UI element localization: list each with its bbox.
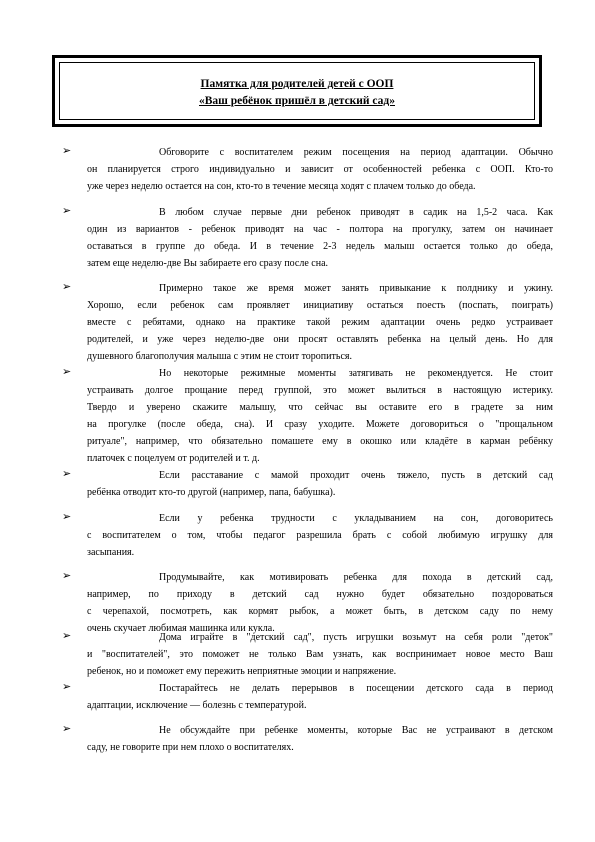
paragraph-line: он планируется строго индивидуально и зависит от особенностей ребенка с ООП. Кто-то xyxy=(87,164,553,175)
paragraph-line: Твердо и уверено скажите малышу, что сейчас вы оставите его в градете за ним xyxy=(87,402,553,413)
paragraph-line: один из вариантов - ребенок приводят на час - полтора на прогулку, затем он начинает xyxy=(87,224,553,235)
paragraph-line: Хорошо, если ребенок сам проявляет инициативу остаться поесть (поспать, поиграть) xyxy=(87,300,553,311)
advice-paragraph xyxy=(87,569,553,637)
advice-paragraph xyxy=(87,365,553,467)
bullet-arrow-icon: ➢ xyxy=(62,510,72,523)
bullet-arrow-icon: ➢ xyxy=(62,144,72,157)
paragraph-line: Обговорите с воспитателем режим посещения на период адаптации. Обычно xyxy=(159,147,553,158)
advice-paragraph xyxy=(87,722,553,756)
paragraph-line: В любом случае первые дни ребенок приводят в садик на 1,5-2 часа. Как xyxy=(159,207,553,218)
bullet-arrow-icon: ➢ xyxy=(62,467,72,480)
paragraph-line: затем еще неделю-две Вы забираете его сразу после сна. xyxy=(87,258,329,269)
paragraph-line: засыпания. xyxy=(87,547,135,558)
bullet-arrow-icon: ➢ xyxy=(62,280,72,293)
paragraph-line: вместе с ребятами, однако на практике такой режим адаптации очень редко устраивает xyxy=(87,317,553,328)
paragraph-line: уже через неделю остается на сон, кто-то в течение месяца ходят с плачем только до обеда. xyxy=(87,181,476,192)
advice-paragraph xyxy=(87,467,553,501)
paragraph-line: с воспитателем о том, чтобы педагог разрешила брать с собой любимую игрушку для xyxy=(87,530,553,541)
advice-paragraph xyxy=(87,629,553,680)
bullet-arrow-icon: ➢ xyxy=(62,680,72,693)
paragraph-line: на прогулке (после обеда, сна). И сразу уходите. Можете договориться о "прощальном xyxy=(87,419,553,430)
advice-paragraph xyxy=(87,144,553,195)
paragraph-line: душевного благополучия малыша с этим не стоит торопиться. xyxy=(87,351,352,362)
title-frame-inner xyxy=(59,62,535,120)
paragraph-line: Если у ребенка трудности с укладыванием на сон, договоритесь xyxy=(159,513,553,524)
paragraph-line: Постарайтесь не делать перерывов в посещении детского сада в период xyxy=(159,683,553,694)
paragraph-line: ритуале", например, что обязательно помашете ему в окошко или кладёте в карман ребёнку xyxy=(87,436,553,447)
bullet-arrow-icon: ➢ xyxy=(62,629,72,642)
paragraph-line: Продумывайте, как мотивировать ребенка для похода в детский сад, xyxy=(159,572,553,583)
paragraph-line: очень скучает любимая машинка или кукла. xyxy=(87,623,275,634)
document-subtitle: «Ваш ребёнок пришёл в детский сад» xyxy=(199,95,395,107)
paragraph-line: платочек с поцелуем от родителей и т. д. xyxy=(87,453,260,464)
paragraph-line: Не обсуждайте при ребенке моменты, которые Вас не устраивают в детском xyxy=(159,725,553,736)
paragraph-line: ребенок, но и поможет ему пережить неприятные эмоции и напряжение. xyxy=(87,666,397,677)
bullet-arrow-icon: ➢ xyxy=(62,204,72,217)
paragraph-line: Но некоторые режимные моменты затягивать не рекомендуется. Не стоит xyxy=(159,368,553,379)
paragraph-line: саду, не говорите при нем плохо о воспитателях. xyxy=(87,742,294,753)
bullet-arrow-icon: ➢ xyxy=(62,365,72,378)
paragraph-line: например, по приходу в детский сад нужно будет обязательно поздороваться xyxy=(87,589,553,600)
paragraph-line: Примерно такое же время может занять привыкание к полднику и ужину. xyxy=(159,283,553,294)
document-title: Памятка для родителей детей с ООП xyxy=(200,78,394,90)
paragraph-line: ребёнка отводит кто-то другой (например, папа, бабушка). xyxy=(87,487,336,498)
paragraph-line: адаптации, исключение — болезнь с температурой. xyxy=(87,700,307,711)
bullet-arrow-icon: ➢ xyxy=(62,569,72,582)
bullet-arrow-icon: ➢ xyxy=(62,722,72,735)
advice-paragraph xyxy=(87,680,553,714)
paragraph-line: с черепахой, посмотреть, как кормят рыбок, а может быть, в детском саду по нему xyxy=(87,606,553,617)
title-frame xyxy=(52,55,542,127)
advice-paragraph xyxy=(87,204,553,272)
paragraph-line: Если расставание с мамой проходит очень тяжело, пусть в детский сад xyxy=(159,470,553,481)
paragraph-line: и "воспитателей", это поможет не только Вам узнать, как воспринимает новое место Ваш xyxy=(87,649,553,660)
paragraph-line: оставаться в группе до обеда. И в течение 2-3 недель малыш остается только до обеда, xyxy=(87,241,553,252)
paragraph-line: Дома играйте в "детский сад", пусть игрушки возьмут на себя роли "деток" xyxy=(159,632,553,643)
advice-paragraph xyxy=(87,510,553,561)
advice-paragraph xyxy=(87,280,553,365)
paragraph-line: родителей, и уже через неделю-две они просят оставлять ребенка на целый день. Но для xyxy=(87,334,553,345)
paragraph-line: устраивать долгое прощание перед группой, это может вылиться в настоящую истерику. xyxy=(87,385,553,396)
